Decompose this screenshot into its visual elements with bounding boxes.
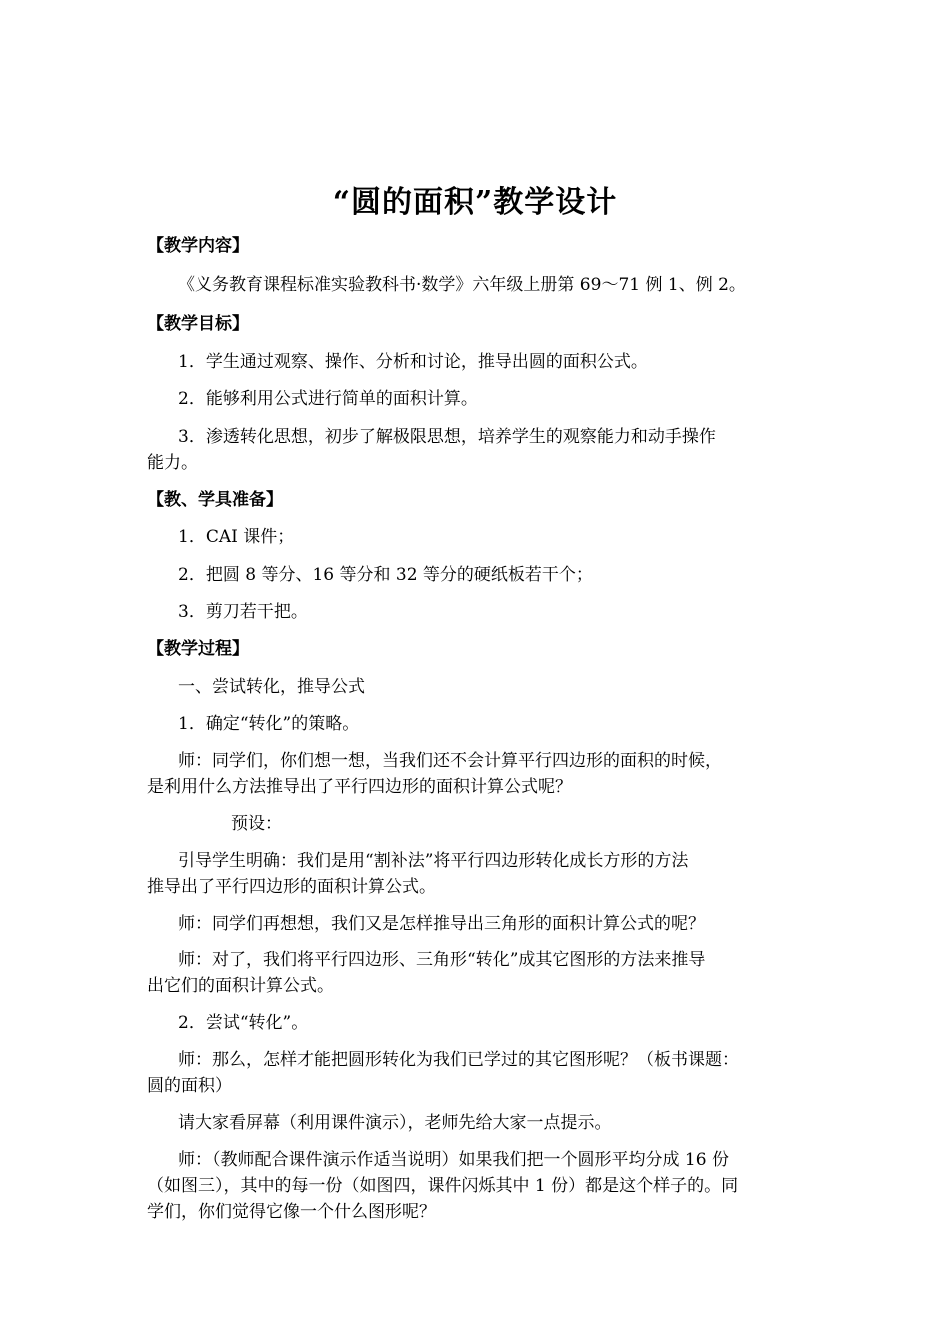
paragraph-line: 推导出了平行四边形的面积计算公式。	[147, 877, 436, 897]
paragraph-line: 《义务教育课程标准实验教科书·数学》六年级上册第 69～71 例 1、例 2。	[178, 275, 746, 295]
section-heading-objectives: 【教学目标】	[147, 314, 249, 334]
paragraph-line: 3．剪刀若干把。	[178, 602, 308, 622]
paragraph-line: 2．能够利用公式进行简单的面积计算。	[178, 389, 478, 409]
section-heading-process: 【教学过程】	[147, 639, 249, 659]
paragraph-line: 预设：	[231, 814, 282, 834]
paragraph-line: 师：那么，怎样才能把圆形转化为我们已学过的其它图形呢？（板书课题：	[178, 1050, 739, 1070]
paragraph-line: 3．渗透转化思想，初步了解极限思想，培养学生的观察能力和动手操作	[178, 427, 716, 447]
section-heading-materials: 【教、学具准备】	[147, 490, 283, 510]
section-heading-content: 【教学内容】	[147, 236, 249, 256]
paragraph-line: （如图三），其中的每一份（如图四，课件闪烁其中 1 份）都是这个样子的。同	[147, 1176, 739, 1196]
paragraph-line: 师：同学们，你们想一想，当我们还不会计算平行四边形的面积的时候，	[178, 751, 722, 771]
paragraph-line: 1．CAI 课件；	[178, 527, 295, 547]
paragraph-line: 能力。	[147, 453, 198, 473]
paragraph-line: 请大家看屏幕（利用课件演示），老师先给大家一点提示。	[178, 1113, 612, 1133]
paragraph-line: 引导学生明确：我们是用“割补法”将平行四边形转化成长方形的方法	[178, 851, 689, 871]
paragraph-line: 一、尝试转化，推导公式	[178, 677, 365, 697]
paragraph-line: 师：同学们再想想，我们又是怎样推导出三角形的面积计算公式的呢？	[178, 914, 705, 934]
paragraph-line: 1．确定“转化”的策略。	[178, 714, 360, 734]
paragraph-line: 出它们的面积计算公式。	[147, 976, 334, 996]
paragraph-line: 1．学生通过观察、操作、分析和讨论，推导出圆的面积公式。	[178, 352, 648, 372]
paragraph-line: 2．尝试“转化”。	[178, 1013, 309, 1033]
document-title: “圆的面积”教学设计	[332, 185, 618, 220]
paragraph-line: 师：（教师配合课件演示作适当说明）如果我们把一个圆形平均分成 16 份	[178, 1150, 729, 1170]
paragraph-line: 师：对了，我们将平行四边形、三角形“转化”成其它图形的方法来推导	[178, 950, 706, 970]
paragraph-line: 是利用什么方法推导出了平行四边形的面积计算公式呢？	[147, 777, 572, 797]
paragraph-line: 圆的面积）	[147, 1076, 232, 1096]
paragraph-line: 2．把圆 8 等分、16 等分和 32 等分的硬纸板若干个；	[178, 565, 593, 585]
paragraph-line: 学们，你们觉得它像一个什么图形呢？	[147, 1202, 436, 1222]
